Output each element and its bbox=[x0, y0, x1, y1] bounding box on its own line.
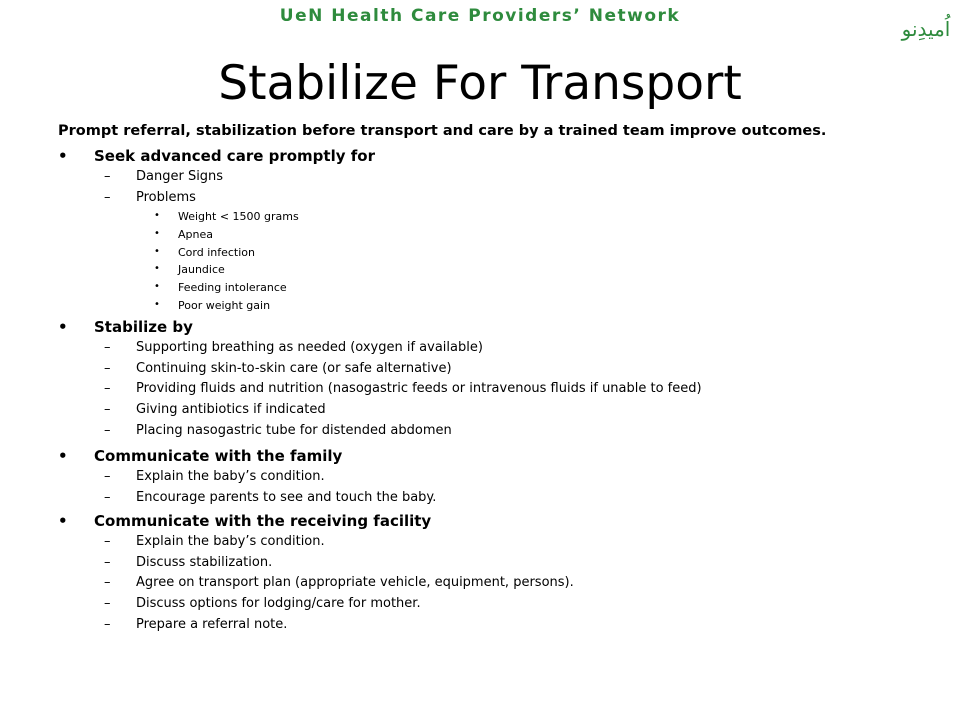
list-item bbox=[58, 617, 938, 638]
small-bullet-icon: • bbox=[154, 245, 160, 257]
dash-icon: – bbox=[104, 554, 111, 570]
intro-statement: Prompt referral, stabilization before transport and care by a trained team improve outcomes. bbox=[58, 123, 827, 139]
list-item bbox=[58, 555, 938, 576]
sub-list-item bbox=[58, 210, 938, 228]
sub-list-item bbox=[58, 246, 938, 264]
list-item bbox=[58, 190, 938, 211]
list-item-text: Providing fluids and nutrition (nasogastric feeds or intravenous fluids if unable to feed) bbox=[136, 381, 702, 397]
sub-list-item-text: Feeding intolerance bbox=[178, 281, 287, 295]
sub-list-item-text: Apnea bbox=[178, 228, 213, 242]
list-item-text: Giving antibiotics if indicated bbox=[136, 402, 326, 418]
list-item-text: Danger Signs bbox=[136, 169, 224, 184]
bullet-icon: • bbox=[58, 318, 68, 336]
list-item-text: Explain the baby’s condition. bbox=[136, 534, 325, 549]
bullet-icon: • bbox=[58, 147, 68, 165]
dash-icon: – bbox=[104, 360, 111, 376]
list-item-text: Agree on transport plan (appropriate vehicle, equipment, persons). bbox=[136, 575, 574, 591]
logo-text: اُمیدِنو bbox=[901, 17, 951, 41]
list-item-text: Prepare a referral note. bbox=[136, 616, 288, 632]
list-item bbox=[58, 361, 938, 382]
list-item-text: Supporting breathing as needed (oxygen if available) bbox=[136, 340, 483, 355]
dash-icon: – bbox=[104, 489, 111, 505]
dash-icon: – bbox=[104, 189, 111, 205]
section-communicate-facility bbox=[58, 512, 938, 637]
list-item bbox=[58, 490, 938, 511]
section-seek-care bbox=[58, 147, 938, 317]
list-item bbox=[58, 469, 938, 490]
dash-icon: – bbox=[104, 469, 111, 484]
dash-icon: – bbox=[104, 534, 111, 549]
section-heading: Seek advanced care promptly for bbox=[94, 147, 375, 165]
small-bullet-icon: • bbox=[154, 210, 160, 222]
section-communicate-family bbox=[58, 447, 938, 510]
dash-icon: – bbox=[104, 596, 111, 612]
dash-icon: – bbox=[104, 381, 111, 397]
dash-icon: – bbox=[104, 340, 111, 355]
section-heading-row bbox=[58, 318, 938, 340]
list-item bbox=[58, 402, 938, 423]
list-item-text: Problems bbox=[136, 189, 196, 205]
sub-list-item-text: Weight < 1500 grams bbox=[178, 210, 299, 224]
sub-list-item bbox=[58, 281, 938, 299]
list-item-text: Discuss stabilization. bbox=[136, 554, 273, 570]
list-item bbox=[58, 169, 938, 190]
list-item bbox=[58, 381, 938, 402]
section-heading-row bbox=[58, 512, 938, 534]
list-item bbox=[58, 596, 938, 617]
list-item-text: Explain the baby’s condition. bbox=[136, 469, 325, 484]
section-heading: Communicate with the receiving facility bbox=[94, 512, 432, 530]
section-stabilize-by bbox=[58, 318, 938, 443]
dash-icon: – bbox=[104, 422, 111, 438]
list-item-text: Continuing skin-to-skin care (or safe alternative) bbox=[136, 360, 452, 376]
list-item bbox=[58, 423, 938, 444]
dash-icon: – bbox=[104, 169, 111, 184]
list-item bbox=[58, 340, 938, 361]
list-item-text: Placing nasogastric tube for distended abdomen bbox=[136, 422, 452, 438]
sub-list-item bbox=[58, 299, 938, 317]
small-bullet-icon: • bbox=[154, 298, 160, 310]
section-heading-row bbox=[58, 147, 938, 169]
list-item bbox=[58, 534, 938, 555]
network-header: UeN Health Care Providers’ Network bbox=[279, 6, 681, 26]
section-heading-row bbox=[58, 447, 938, 469]
list-item bbox=[58, 575, 938, 596]
sub-list-item bbox=[58, 228, 938, 246]
small-bullet-icon: • bbox=[154, 228, 160, 240]
sub-list-item-text: Cord infection bbox=[178, 245, 256, 259]
bullet-icon: • bbox=[58, 512, 68, 530]
dash-icon: – bbox=[104, 575, 111, 591]
list-item-text: Discuss options for lodging/care for mother. bbox=[136, 596, 421, 612]
small-bullet-icon: • bbox=[154, 281, 160, 293]
list-item-text: Encourage parents to see and touch the baby. bbox=[136, 489, 437, 505]
section-heading: Stabilize by bbox=[94, 318, 193, 336]
slide-title: Stabilize For Transport bbox=[218, 56, 742, 111]
section-heading: Communicate with the family bbox=[94, 447, 343, 465]
dash-icon: – bbox=[104, 616, 111, 632]
bullet-icon: • bbox=[58, 447, 68, 465]
omid-e-nau-logo bbox=[896, 6, 956, 50]
sub-list-item-text: Jaundice bbox=[178, 263, 225, 277]
sub-list-item bbox=[58, 263, 938, 281]
dash-icon: – bbox=[104, 402, 111, 418]
small-bullet-icon: • bbox=[154, 263, 160, 275]
sub-list-item-text: Poor weight gain bbox=[178, 298, 271, 312]
